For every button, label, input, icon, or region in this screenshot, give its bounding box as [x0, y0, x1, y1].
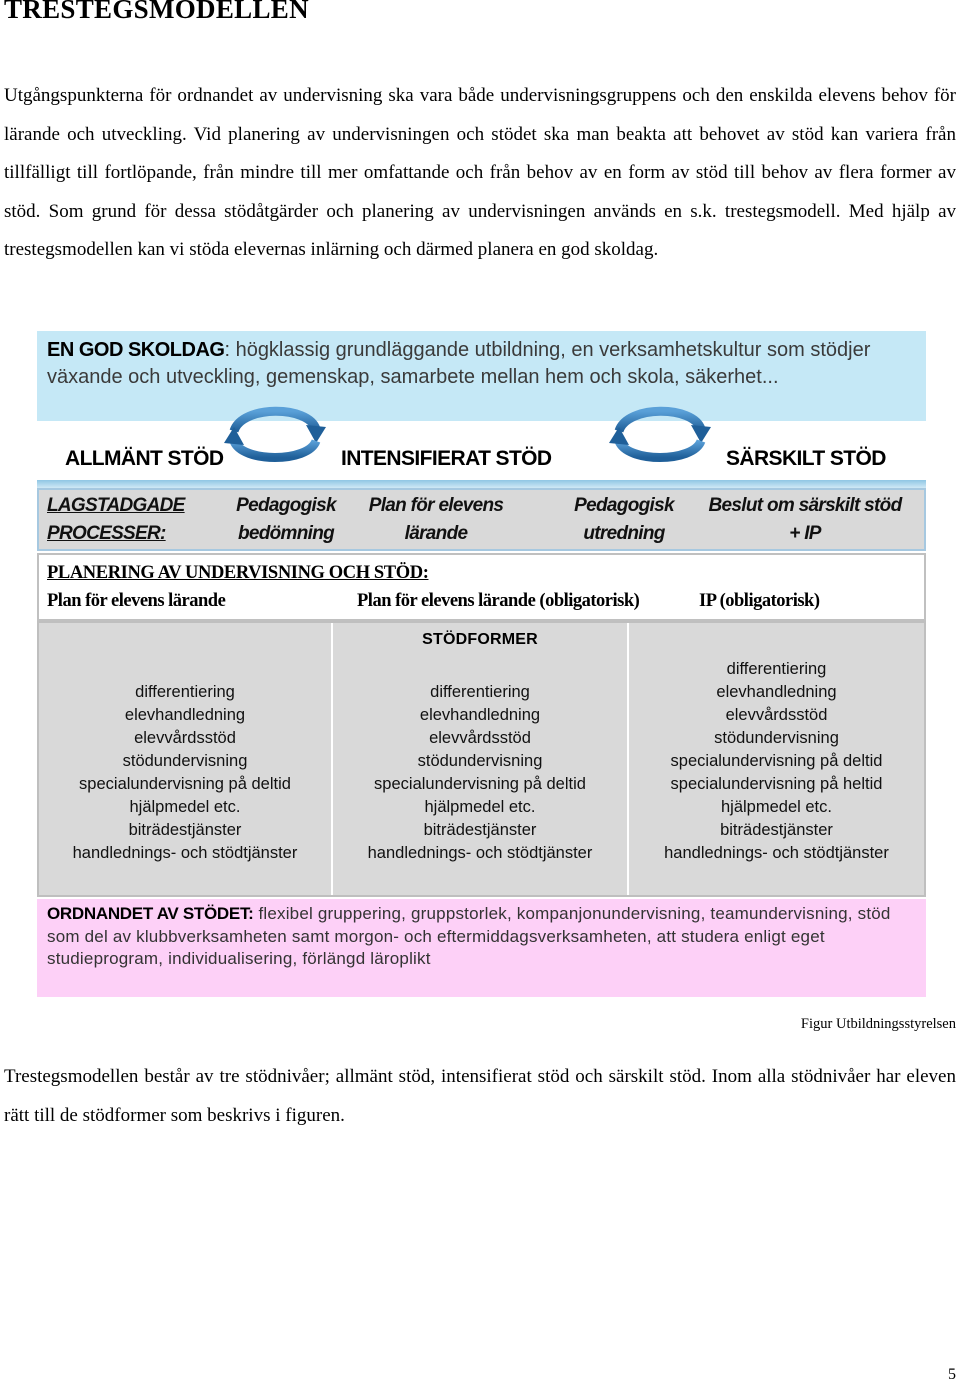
plan-general: Plan för elevens lärande: [47, 591, 226, 611]
goal-box: [37, 331, 926, 421]
plan-intensified: Plan för elevens lärande (obligatorisk): [357, 591, 640, 611]
document-title: TRESTEGSMODELLEN: [4, 0, 309, 24]
trestegsmodellen-figure: [37, 331, 926, 997]
support-forms-list: differentiering elevhandledning elevvårdsstöd stödundervisning specialundervisning på deltid hjälpmedel etc. biträdestjänster handlednings- och stödtjänster: [367, 683, 593, 862]
process-pedagogical-assessment: Pedagogisk bedömning: [236, 495, 336, 544]
planning-heading: PLANERING AV UNDERVISNING OCH STÖD:: [47, 563, 429, 583]
level-intensified: INTENSIFIERAT STÖD: [341, 447, 552, 470]
closing-paragraph: Trestegsmodellen består av tre stödnivåer; allmänt stöd, intensifierat stöd och särskilt stöd. Inom alla stödnivåer har eleven rätt till de stödformer som beskrivs i figuren.: [4, 1066, 956, 1126]
planning-box: [37, 553, 926, 621]
level-special: SÄRSKILT STÖD: [726, 447, 886, 470]
organization-box: [37, 899, 926, 997]
processes-label: LAGSTADGADE PROCESSER:: [47, 495, 185, 544]
organization-text: flexibel gruppering, gruppstorlek, kompanjonundervisning, teamundervisning, stöd som del av klubbverksamheten samt morgon- och eftermiddagsverksamheten, att studera enligt eget studieprogram, individualisering, förlängd läroplikt: [47, 904, 891, 968]
statutory-processes: [37, 488, 926, 551]
process-learning-plan: Plan för elevens lärande: [368, 495, 504, 544]
support-forms-intensified: [333, 623, 629, 895]
intro-paragraph: Utgångspunkterna för ordnandet av undervisning ska vara både undervisningsgruppens och den enskilda elevens behov för lärande och utveckling. Vid planering av undervisningen och stödet ska man beakta att behovet av stöd kan variera från tillfälligt till fortlöpande, från mindre till mer omfattande och från behov av en form av stöd till behov av flera former av stöd. Som grund för dessa stödåtgärder och planering av undervisningen används en s.k. trestegsmodell. Med hjälp av trestegsmodellen kan vi stöda elevernas inlärning och därmed planera en god skoldag.: [4, 85, 956, 260]
support-forms-list: differentiering elevhandledning elevvårdsstöd stödundervisning specialundervisning på deltid hjälpmedel etc. biträdestjänster handlednings- och stödtjänster: [72, 683, 298, 862]
support-forms-heading: STÖDFORMER: [422, 631, 538, 648]
process-special-support-decision: Beslut om särskilt stöd + IP: [708, 495, 902, 544]
page-number: 5: [948, 1366, 956, 1383]
level-general: ALLMÄNT STÖD: [65, 447, 224, 470]
level-divider: [37, 480, 926, 488]
support-forms: [37, 621, 926, 897]
figure-caption: Figur Utbildningsstyrelsen: [800, 1016, 956, 1032]
plan-special: IP (obligatorisk): [699, 591, 820, 611]
goal-label: EN GOD SKOLDAG: [47, 339, 225, 361]
process-pedagogical-investigation: Pedagogisk utredning: [574, 495, 674, 544]
goal-text: : högklassig grundläggande utbildning, en verksamhetskultur som stödjer växande och utveckling, gemenskap, samarbete mellan hem och skola, säkerhet...: [47, 339, 871, 388]
support-forms-list: differentiering elevhandledning elevvårdsstöd stödundervisning specialundervisning på deltid specialundervisning på heltid hjälpmedel etc. biträdestjänster handlednings- och stödtjänster: [664, 660, 889, 862]
support-forms-general: [39, 623, 333, 895]
support-forms-special: [629, 623, 924, 895]
organization-label: ORDNANDET AV STÖDET:: [47, 904, 254, 923]
